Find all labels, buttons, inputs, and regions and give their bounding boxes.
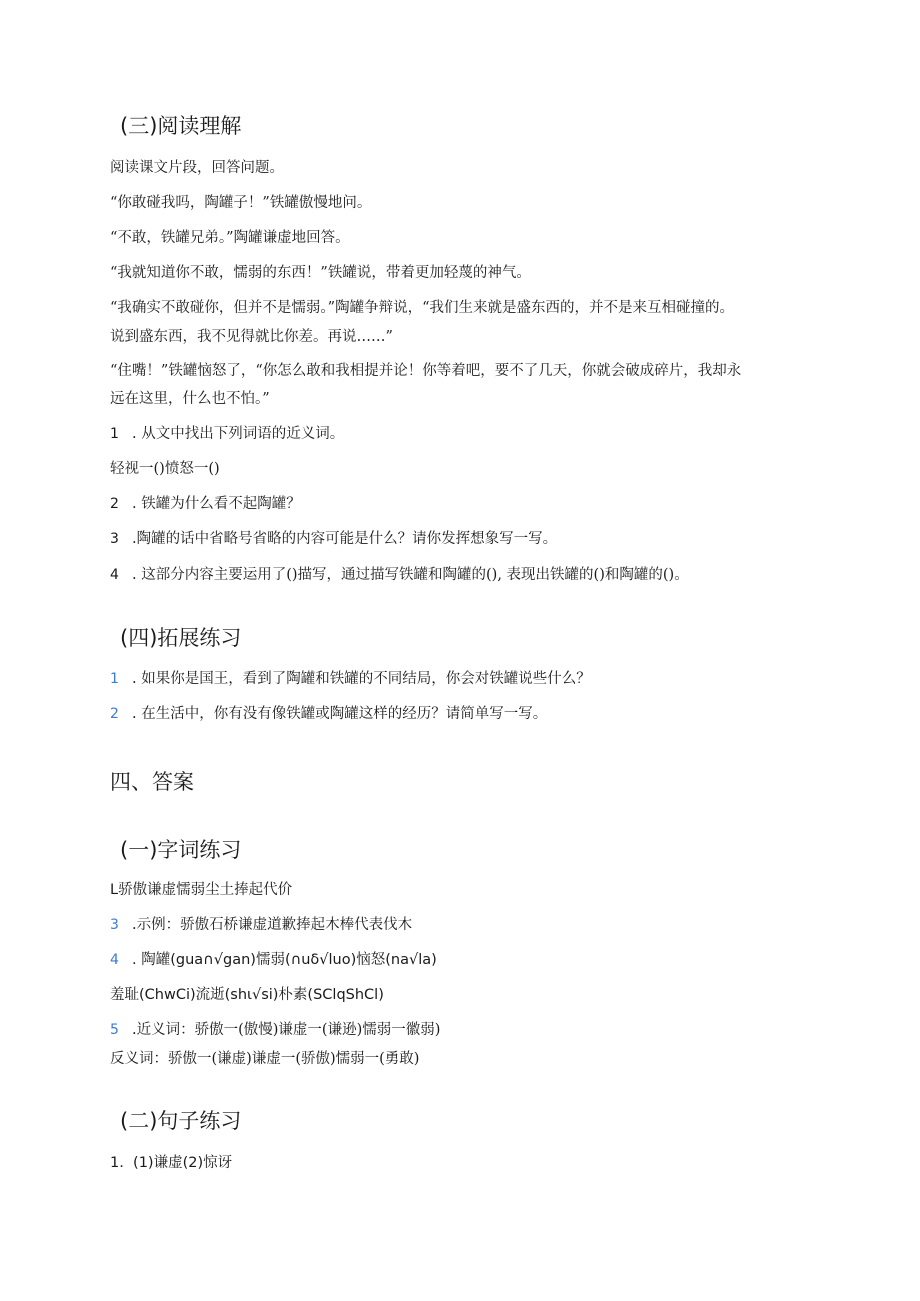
question-item [110, 669, 591, 689]
question-number: 2 [110, 496, 119, 512]
answer-text: .示例：骄傲石桥谦虚道歉捧起木棒代表伐木 [132, 917, 413, 933]
question-item [110, 529, 557, 549]
answer-number: 3 [110, 917, 119, 933]
passage-line: “你敢碰我吗，陶罐子！”铁罐傲慢地问。 [110, 195, 372, 211]
answer-number: 4 [110, 952, 119, 968]
question-item [110, 424, 344, 444]
answer-subline: 反义词：骄傲一(谦虚)谦虚一(骄傲)懦弱一(勇敢) [110, 1051, 420, 1067]
passage-line: “住嘴！”铁罐恼怒了，“你怎么敢和我相提并论！你等着吧，要不了几天，你就会破成碎片，我却永 [110, 363, 742, 379]
passage-line: “我确实不敢碰你，但并不是懦弱。”陶罐争辩说，“我们生来就是盛东西的，并不是来互相碰撞的。 [110, 300, 734, 316]
passage-line: “我就知道你不敢，懦弱的东西！”铁罐说，带着更加轻蔑的神气。 [110, 265, 531, 281]
answer-text: . 陶罐(gua∩√gan)懦弱(∩uδ√luo)恼怒(na√la) [132, 952, 437, 968]
question-item [110, 565, 689, 585]
answer-text: .近义词：骄傲一(傲慢)谦虚一(谦逊)懦弱一徽弱) [132, 1022, 441, 1038]
question-text: . 如果你是国王，看到了陶罐和铁罐的不同结局，你会对铁罐说些什么？ [132, 671, 591, 687]
section-heading-sentences: (二)句子练习 [120, 1109, 242, 1133]
question-text: . 这部分内容主要运用了()描写，通过描写铁罐和陶罐的(), 表现出铁罐的()和陶罐的()。 [132, 567, 689, 583]
question-number: 2 [110, 706, 119, 722]
section-heading-extension: (四)拓展练习 [120, 626, 242, 650]
answer-line: L骄傲谦虚懦弱尘土捧起代价 [110, 882, 293, 898]
answer-line: 1. (1)谦虚(2)惊讶 [110, 1155, 233, 1171]
passage-line: 远在这里，什么也不怕。” [110, 391, 270, 407]
reading-intro: 阅读课文片段，回答问题。 [110, 160, 284, 176]
question-number: 3 [110, 531, 119, 547]
answer-item [110, 950, 437, 970]
section-heading-words: (一)字词练习 [120, 838, 242, 862]
question-text: .陶罐的话中省略号省略的内容可能是什么？请你发挥想象写一写。 [132, 531, 558, 547]
question-item [110, 494, 301, 514]
question-item [110, 704, 547, 724]
answers-heading: 四、答案 [110, 770, 194, 794]
answer-item [110, 915, 412, 935]
question-number: 1 [110, 671, 119, 687]
question-subline: 轻视一()愤怒一() [110, 461, 220, 477]
passage-line: “不敢，铁罐兄弟。”陶罐谦虚地回答。 [110, 230, 350, 246]
answer-item [110, 1020, 440, 1040]
section-heading-reading: (三)阅读理解 [120, 114, 242, 138]
question-text: . 在生活中，你有没有像铁罐或陶罐这样的经历？请简单写一写。 [132, 706, 548, 722]
question-number: 1 [110, 426, 119, 442]
question-text: . 从文中找出下列词语的近义词。 [132, 426, 345, 442]
question-text: . 铁罐为什么看不起陶罐？ [132, 496, 301, 512]
passage-line: 说到盛东西，我不见得就比你差。再说……” [110, 329, 393, 345]
answer-number: 5 [110, 1022, 119, 1038]
question-number: 4 [110, 567, 119, 583]
answer-subline: 羞耻(ChwCi)流逝(shι√si)朴素(SClqShCl) [110, 987, 384, 1003]
